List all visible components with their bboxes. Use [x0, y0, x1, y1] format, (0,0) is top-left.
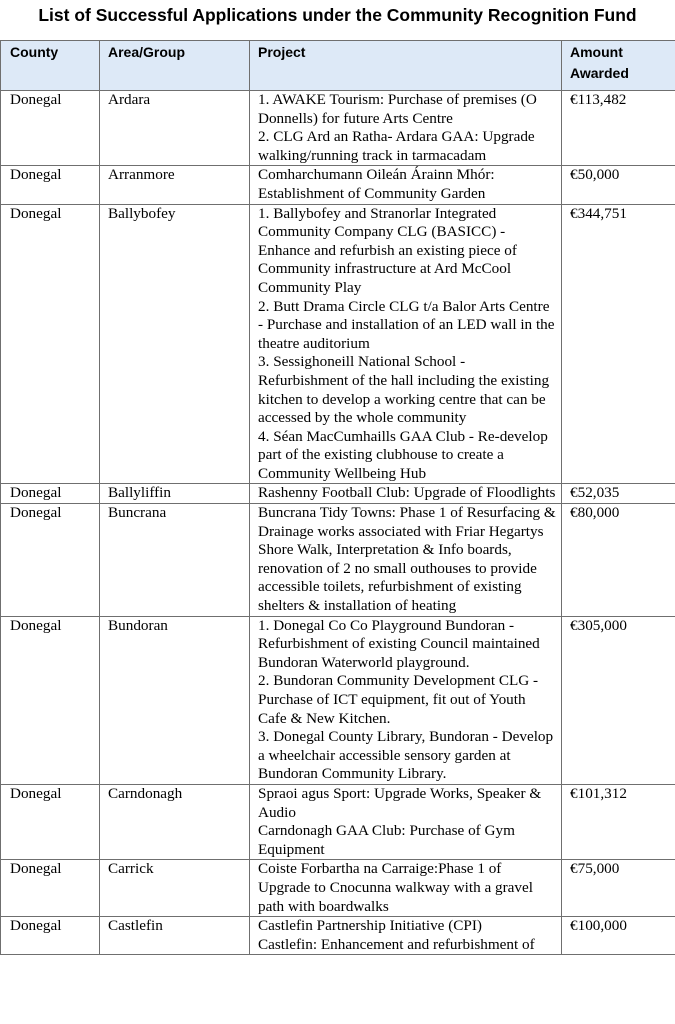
amount-awarded-cell: €50,000	[562, 166, 675, 204]
project-cell	[250, 204, 562, 484]
amount-awarded-cell: €52,035	[562, 484, 675, 504]
area-group-cell: Buncrana	[100, 504, 250, 617]
table-row	[1, 784, 675, 859]
area-group-cell: Carrick	[100, 860, 250, 917]
project-entry: 2. Bundoran Community Development CLG - Purchase of ICT equipment, fit out of Youth Cafe & New Kitchen.	[258, 672, 539, 727]
project-entry: Carndonagh GAA Club: Purchase of Gym Equipment	[258, 822, 515, 858]
area-group-cell: Carndonagh	[100, 784, 250, 859]
project-cell	[250, 91, 562, 166]
county-cell: Donegal	[1, 504, 100, 617]
amount-awarded-cell: €101,312	[562, 784, 675, 859]
project-cell	[250, 166, 562, 204]
header-row	[1, 41, 675, 91]
amount-awarded-cell: €75,000	[562, 860, 675, 917]
project-entry: 3. Donegal County Library, Bundoran - Develop a wheelchair accessible sensory garden at Bundoran Community Library.	[258, 728, 554, 783]
table-row	[1, 504, 675, 617]
table-header	[1, 41, 675, 91]
county-cell: Donegal	[1, 784, 100, 859]
amount-awarded-cell: €113,482	[562, 91, 675, 166]
amount-awarded-cell: €344,751	[562, 204, 675, 484]
area-group-cell: Ardara	[100, 91, 250, 166]
project-cell	[250, 860, 562, 917]
awards-table	[0, 40, 675, 955]
project-entry: Castlefin: Enhancement and refurbishment of	[258, 935, 535, 953]
project-entry: Buncrana Tidy Towns: Phase 1 of Resurfacing & Drainage works associated with Friar Hegartys Shore Walk, Interpretation & Info boards, renovation of 2 no small outhouses to provide accessible toilets, refurbishment of existing shelters & installation of heating	[258, 504, 556, 615]
header-amount-awarded: Amount Awarded	[562, 41, 675, 91]
area-group-cell: Ballybofey	[100, 204, 250, 484]
county-cell: Donegal	[1, 204, 100, 484]
area-group-cell: Castlefin	[100, 917, 250, 955]
project-entry: Spraoi agus Sport: Upgrade Works, Speaker & Audio	[258, 784, 542, 821]
area-group-cell: Bundoran	[100, 616, 250, 784]
county-cell: Donegal	[1, 91, 100, 166]
table-body	[1, 91, 675, 955]
county-cell: Donegal	[1, 860, 100, 917]
project-cell	[250, 784, 562, 859]
table-row	[1, 91, 675, 166]
county-cell: Donegal	[1, 484, 100, 504]
project-cell	[250, 504, 562, 617]
area-group-cell: Arranmore	[100, 166, 250, 204]
county-cell: Donegal	[1, 166, 100, 204]
header-county: County	[1, 41, 100, 91]
amount-awarded-cell: €80,000	[562, 504, 675, 617]
project-cell	[250, 616, 562, 784]
project-entry: 2. CLG Ard an Ratha- Ardara GAA: Upgrade walking/running track in tarmacadam	[258, 128, 535, 164]
project-cell	[250, 917, 562, 955]
county-cell: Donegal	[1, 917, 100, 955]
table-row	[1, 917, 675, 955]
table-row	[1, 616, 675, 784]
area-group-cell: Ballyliffin	[100, 484, 250, 504]
project-entry: 1. Ballybofey and Stranorlar Integrated Community Company CLG (BASICC) - Enhance and refurbish an existing piece of Community infrastructure at Ard McCool Community Play	[258, 204, 517, 296]
project-entry: Rashenny Football Club: Upgrade of Floodlights	[258, 484, 556, 502]
amount-awarded-cell: €100,000	[562, 917, 675, 955]
table-row	[1, 166, 675, 204]
table-row	[1, 204, 675, 484]
table-row	[1, 860, 675, 917]
county-cell: Donegal	[1, 616, 100, 784]
project-entry: 2. Butt Drama Circle CLG t/a Balor Arts Centre - Purchase and installation of an LED wall in the theatre auditorium	[258, 297, 555, 352]
table-row	[1, 484, 675, 504]
project-entry: 1. Donegal Co Co Playground Bundoran - Refurbishment of existing Council maintained Bundoran Waterworld playground.	[258, 616, 540, 671]
project-entry: Castlefin Partnership Initiative (CPI)	[258, 917, 482, 935]
project-entry: Comharchumann Oileán Árainn Mhór: Establishment of Community Garden	[258, 166, 495, 202]
page-title: List of Successful Applications under the Community Recognition Fund	[38, 5, 637, 25]
header-project: Project	[250, 41, 562, 91]
amount-awarded-cell: €305,000	[562, 616, 675, 784]
project-entry: 3. Sessighoneill National School - Refurbishment of the hall including the existing kitchen to develop a working centre that can be accessed by the whole community	[258, 353, 550, 427]
header-area-group: Area/Group	[100, 41, 250, 91]
project-cell	[250, 484, 562, 504]
project-entry: 1. AWAKE Tourism: Purchase of premises (O Donnells) for future Arts Centre	[258, 91, 537, 127]
project-entry: Coiste Forbartha na Carraige:Phase 1 of Upgrade to Cnocunna walkway with a gravel path with boardwalks	[258, 860, 533, 915]
project-entry: 4. Séan MacCumhaills GAA Club - Re-develop part of the existing clubhouse to create a Community Wellbeing Hub	[258, 427, 548, 482]
